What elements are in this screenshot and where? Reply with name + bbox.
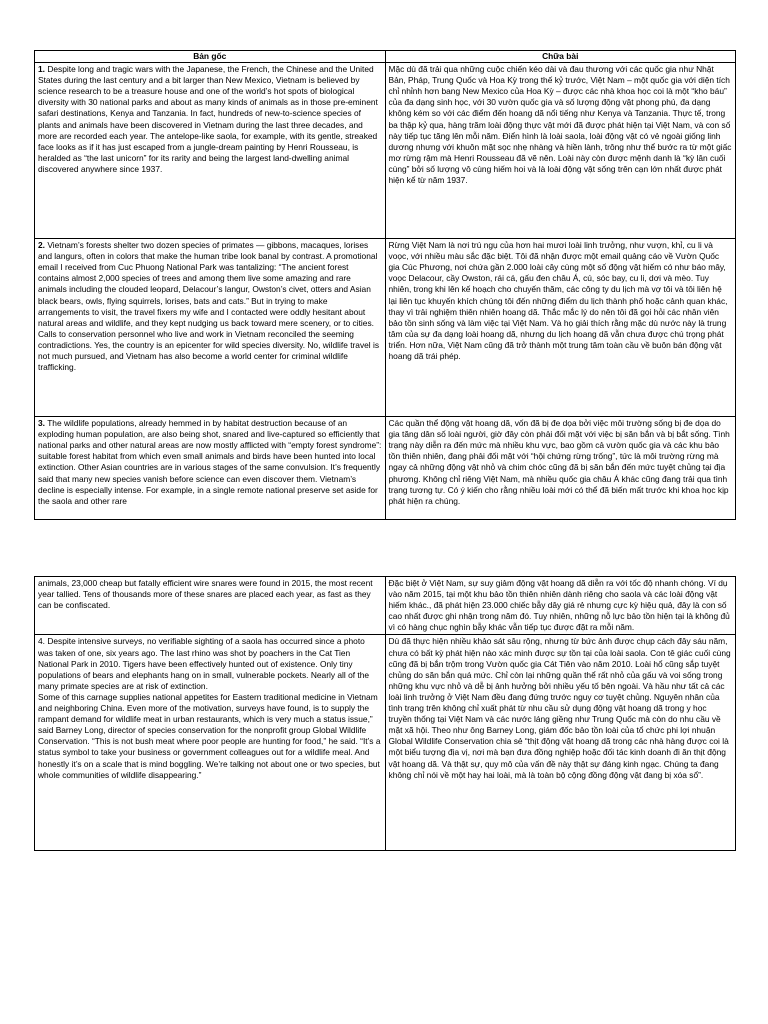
translation-table-page-1 (34, 50, 736, 520)
translation-text: Các quần thể động vật hoang dã, vốn đã bị đe dọa bởi việc môi trường sống bị đe dọa do gia tăng dân số loài người, giờ đây còn phải đối mặt với việc bị săn bắn và bị bắt sống. Tình trạng này diễn ra đến mức mà nhiều khu vực, bao gồm cả vườn quốc gia và các khu bảo tồn thiên nhiên, đang phải đối mặt với “hội chứng rừng trống”, tức là môi trường rừng mà ngay cả những động vật nhỏ và chim chóc cũng đã bị săn bắn đến mức tuyệt chủng tại địa phương. Không chỉ riêng Việt Nam, mà nhiều quốc gia châu Á khác cũng đang trải qua tình trạng tương tự. Có ý kiến cho rằng nhiều loài mới có thể đã biến mất trước khi khoa học kịp phát hiện ra chúng. (388, 418, 730, 506)
table-header-row (35, 51, 736, 63)
original-paragraph (38, 636, 382, 691)
translation-text: Mặc dù đã trải qua những cuộc chiến kéo dài và đau thương với các quốc gia như Nhật Bản, Pháp, Trung Quốc và Hoa Kỳ trong thế kỷ trước, Việt Nam – một quốc gia với diện tích chỉ nhỉnh hơn bang New Mexico của Hoa Kỳ – được các nhà khoa học coi là một “kho báu” của đa dạng sinh học, với 30 vườn quốc gia và số lượng động vật phong phú, đa dạng không kém so với các điểm đến hoang dã nổi tiếng như Kenya và Tanzania. Thực tế, trong ba thập kỷ qua, hàng trăm loài động thực vật mới đã được phát hiện tại Việt Nam, và con số này tiếp tục tăng lên mỗi năm. Điển hình là loài saola, loài động vật có vẻ ngoài giống linh dương nhưng với khuôn mặt sọc nhẹ nhàng và hiền lành, trông như thể bước ra từ một giấc mơ rừng rậm mà Henri Rousseau đã vẽ nên. Loài này còn được mệnh danh là “kỳ lân cuối cùng” bởi số lượng vô cùng hiếm hoi và là loài động vật sống trên cạn lớn nhất được phát hiện kể từ năm 1937. (388, 64, 732, 186)
header-translation: Chữa bài (385, 51, 736, 63)
translation-cell (385, 635, 736, 851)
translation-cell (385, 239, 736, 417)
paragraph-number: 1. (38, 64, 45, 75)
original-text: animals, 23,000 cheap but fatally efficient wire snares were found in 2015, the most recent year tallied. Tens of thousands more of these snares are placed each year, as fast as they can be confiscated. (38, 578, 373, 611)
translation-text: Dù đã thực hiện nhiều khảo sát sâu rộng, nhưng từ bức ảnh được chụp cách đây sáu năm, chưa có bất kỳ phát hiện nào xác minh được sự tồn tại của loài saola. Con tê giác cuối cùng cũng đã bị bắn trộm trong Vườn quốc gia Cát Tiên vào năm 2010. Loài hổ cũng sắp tuyệt chủng do săn bắn quá mức. Chỉ còn lại những quần thể rất nhỏ của gấu và voi sống trong những khu vực nhỏ và dễ bị ảnh hưởng bởi nhiều yếu tố bên ngoài. Và hầu như tất cả các loài linh trưởng ở Việt Nam đều đang đứng trước nguy cơ tuyệt chủng. Nguyên nhân của tình trạng trên không chỉ xuất phát từ nhu cầu sử dụng động vật hoang dã trong y học truyền thống tại Việt Nam và các nước láng giềng như Trung Quốc mà còn do nhu cầu về mặt xã hội. Theo như ông Barney Long, giám đốc bảo tồn loài của tổ chức phi lợi nhuận Global Wildlife Conservation chia sẻ “thịt động vật hoang dã trong các nhà hàng được coi là một biểu tượng địa vị, nơi mà bạn đưa đồng nghiệp hoặc đối tác kinh doanh đi ăn thịt động vật hoang dã. Và thật sự, quy mô của vấn đề này thật sự đáng kinh ngạc. Chúng ta đang không chỉ nói về một hay hai loài, mà là toàn bộ cộng đồng động vật đang bị xóa sổ”. (388, 636, 731, 780)
translation-cell (385, 417, 736, 520)
original-text-continued: Some of this carnage supplies national appetites for Eastern traditional medicine in Vietnam and neighboring China. Even more of the motivation, surveys have found, is to supply the rampant demand for wildlife meat in urban restaurants, which is very much a status issue,” said Barney Long, director of species conservation for the nonprofit group Global Wildlife Conservation. “This is not bush meat where poor people are hunting for food,” he said. “It’s a status symbol to take your business or government colleagues out for a wildlife meal. And honestly it’s on a scale that is mind boggling. We’re talking not about one or two species, but whole communities of wildlife disappearing.” (38, 691, 381, 780)
header-original: Bản gốc (35, 51, 386, 63)
table-row (35, 577, 736, 635)
table-row (35, 417, 736, 520)
original-cell (35, 635, 386, 851)
translation-table-page-2 (34, 576, 736, 851)
original-text: The wildlife populations, already hemmed in by habitat destruction because of an exploding human population, are also being shot, snared and live-captured so efficiently that national parks and other natural areas are now mostly afflicted with “empty forest syndrome”: suitable forest habitat from which even small animals and birds have been hunted into local extinction. Other Asian countries are in various stages of the same convulsion. It’s frequently said that many new species vanish before science can even discover them. Vietnam’s decline is especially intense. For example, in a single remote national preserve set aside for the saola and other rare (38, 418, 382, 506)
original-text: Despite long and tragic wars with the Japanese, the French, the Chinese and the United States during the last century and a bit larger than New Mexico, Vietnam is believed by science research to be a treasure house and one of the world’s hot spots of biological diversity with 30 national parks and about as many kinds of animals as in those pre-eminent safari destinations, Kenya and Tanzania. In fact, hundreds of new-to-science species of plants and animals have been discovered in Vietnam during the last three decades, and more are recorded each year. The antelope-like saola, for example, with its gentle, streaked face looks as if it has just escaped from a jungle-dream painting by Henri Rousseau, is heralded as “the last unicorn” for its rarity and being the largest land-dwelling animal discovered anywhere since 1937. (38, 64, 378, 174)
translation-cell (385, 63, 736, 239)
translation-text: Rừng Việt Nam là nơi trú ngụ của hơn hai mươi loài linh trưởng, như vượn, khỉ, cu li và voọc, với nhiều màu sắc đặc biệt. Tôi đã nhận được một email quảng cáo về Vườn Quốc gia Cúc Phương, nơi chứa gần 2.000 loài cây cùng một số động vật hiếm có như báo mây, voọc Delacour, cầy Owston, rái cá, gấu đen châu Á, cú, sóc bay, cu li, dơi và mèo. Tuy nhiên, trong khi lên kế hoạch cho chuyến thăm, các công ty du lịch mà vợ tôi và tôi liên hệ lại liên tục khuyến khích chúng tôi đến những điểm du lịch thành phố hoặc cảnh quan khác, thay vì trải nghiệm thiên nhiên hoang dã. Thắc mắc lý do nên tôi đã gọi hỏi các nhân viên bảo tồn sinh sống và làm việc tại Việt Nam. Và họ giải thích rằng mặc dù nước này là trung tâm của sự đa dạng loài hoang dã, nhưng du lịch hoang dã vẫn chưa được chú trọng phát triển. Hơn nữa, Việt Nam cũng đã trở thành một trung tâm toàn cầu về buôn bán động vật hoang dã trái phép. (388, 240, 728, 362)
paragraph-number: 3. (38, 418, 45, 429)
original-cell (35, 417, 386, 520)
table-row (35, 239, 736, 417)
original-paragraph (38, 692, 382, 781)
paragraph-number: 4. (38, 636, 45, 647)
table-row (35, 63, 736, 239)
translation-cell (385, 577, 736, 635)
original-text: Vietnam’s forests shelter two dozen species of primates — gibbons, macaques, lorises and langurs, often in colors that make the human tribe look banal by contrast. A promotional email I received from Cuc Phuong National Park was tantalizing: “The ancient forest contains almost 2,000 species of trees and among them live some amazing and rare animals including the clouded leopard, Delacour’s langur, Owston’s civet, otters and Asian black bears, owls, flying squirrels, lorises, bats and cats.” But in trying to make arrangements to visit, the travel fixers my wife and I contacted were oddly hesitant about natural areas and wildlife, and they kept nudging us back toward mere scenery, or to cities. Calls to conservation personnel who live and work in Vietnam reconciled the seeming contradictions. Yes, the country is an epicenter for wild species diversity. No, wildlife travel is not much pursued, and Vietnam has also become a world center for criminal wildlife trafficking. (38, 240, 380, 373)
table-row (35, 635, 736, 851)
original-cell (35, 239, 386, 417)
paragraph-number: 2. (38, 240, 45, 251)
original-cell (35, 577, 386, 635)
original-cell (35, 63, 386, 239)
translation-text: Đặc biệt ở Việt Nam, sự suy giảm động vật hoang dã diễn ra với tốc độ nhanh chóng. Ví dụ vào năm 2015, tại một khu bảo tồn thiên nhiên dành riêng cho saola và các loài động vật hiếm khác., đã phát hiện 23.000 chiếc bẫy dây giá rẻ nhưng cực kỳ hiệu quả, đây là con số cao nhất được ghi nhận trong năm đó. Tuy nhiên, những nỗ lực bảo tồn hiện tại là không đủ vì có hàng chục nghìn bẫy khác vẫn tiếp tục được đặt ra mỗi năm. (388, 578, 730, 633)
original-text: Despite intensive surveys, no verifiable sighting of a saola has occurred since a photo was taken of one, six years ago. The last rhino was shot by poachers in the Cat Tien National Park in 2010. Tigers have been effectively hunted out of existence. Only tiny populations of bears and elephants hang on in small, vulnerable pockets. Nearly all of the many primate species are at risk of extinction. (38, 636, 370, 691)
